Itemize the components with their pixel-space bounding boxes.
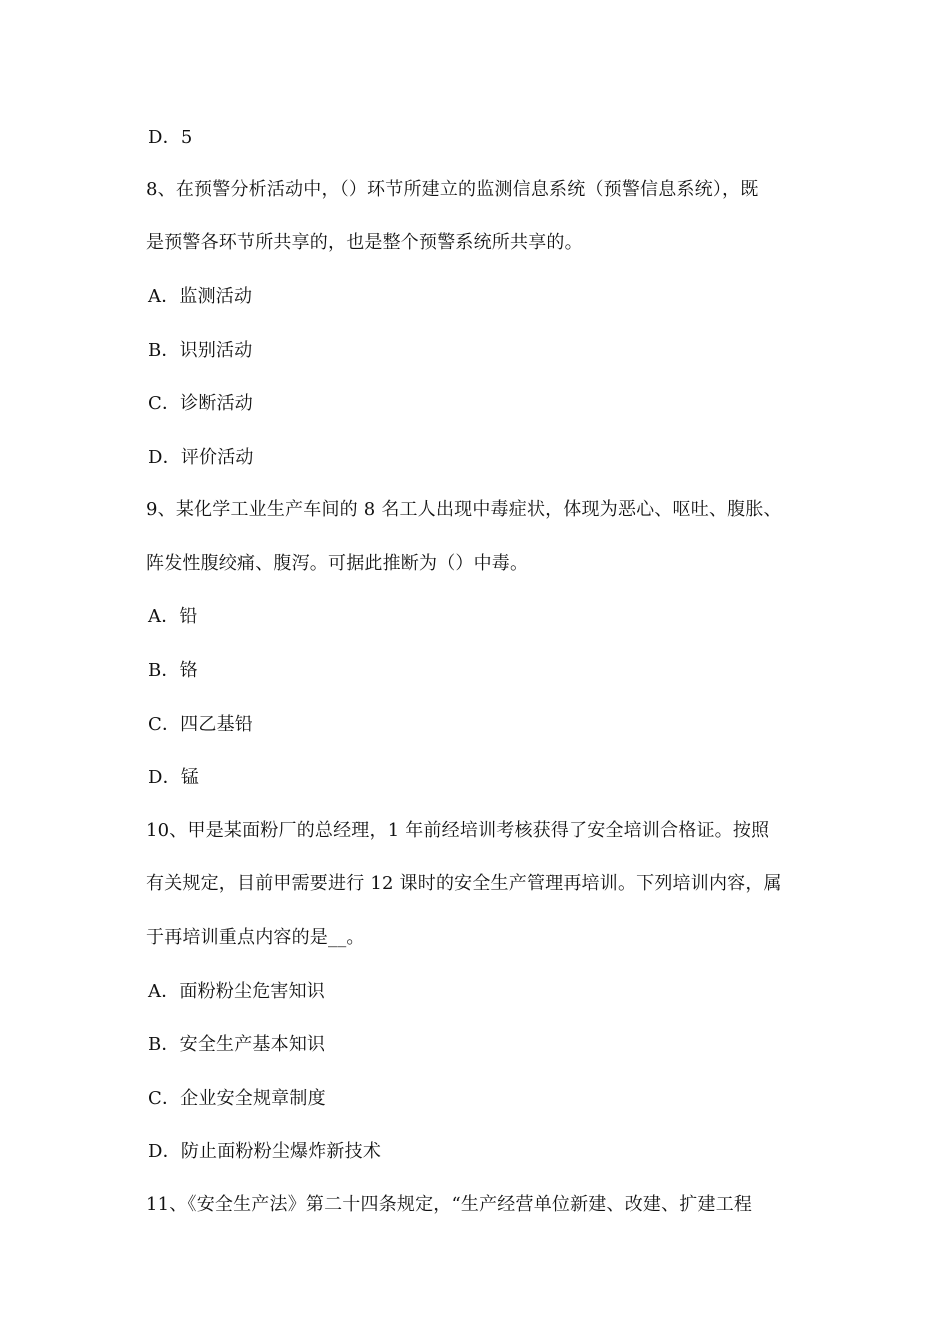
q10-stem-line-3: 于再培训重点内容的是__。	[146, 927, 365, 948]
q10-stem-line-2: 有关规定，目前甲需要进行 12 课时的安全生产管理再培训。下列培训内容，属	[146, 873, 782, 894]
q9-stem-line-2: 阵发性腹绞痛、腹泻。可据此推断为（）中毒。	[146, 553, 529, 574]
q10-option-c: C．企业安全规章制度	[148, 1088, 326, 1109]
q9-option-c: C．四乙基铅	[148, 714, 253, 735]
q8-option-c: C．诊断活动	[148, 393, 253, 414]
q9-option-d: D．锰	[148, 767, 200, 788]
q10-option-b: B．安全生产基本知识	[148, 1034, 326, 1055]
q7-option-d: D．5	[148, 127, 193, 148]
q8-option-b: B．识别活动	[148, 340, 253, 361]
q9-option-a: A．铅	[148, 606, 198, 627]
q8-stem-line-1: 8、在预警分析活动中，（）环节所建立的监测信息系统（预警信息系统），既	[146, 179, 759, 200]
q10-option-d: D．防止面粉粉尘爆炸新技术	[148, 1141, 382, 1162]
q10-stem-line-1: 10、甲是某面粉厂的总经理，1 年前经培训考核获得了安全培训合格证。按照	[146, 820, 770, 841]
q9-stem-line-1: 9、某化学工业生产车间的 8 名工人出现中毒症状，体现为恶心、呕吐、腹胀、	[146, 499, 782, 520]
q8-option-d: D．评价活动	[148, 447, 254, 468]
q11-stem-line-1: 11、《安全生产法》第二十四条规定，“生产经营单位新建、改建、扩建工程	[146, 1194, 753, 1215]
q8-option-a: A．监测活动	[148, 286, 253, 307]
q9-option-b: B．铬	[148, 660, 198, 681]
q10-option-a: A．面粉粉尘危害知识	[148, 981, 325, 1002]
q8-stem-line-2: 是预警各环节所共享的，也是整个预警系统所共享的。	[146, 232, 583, 253]
